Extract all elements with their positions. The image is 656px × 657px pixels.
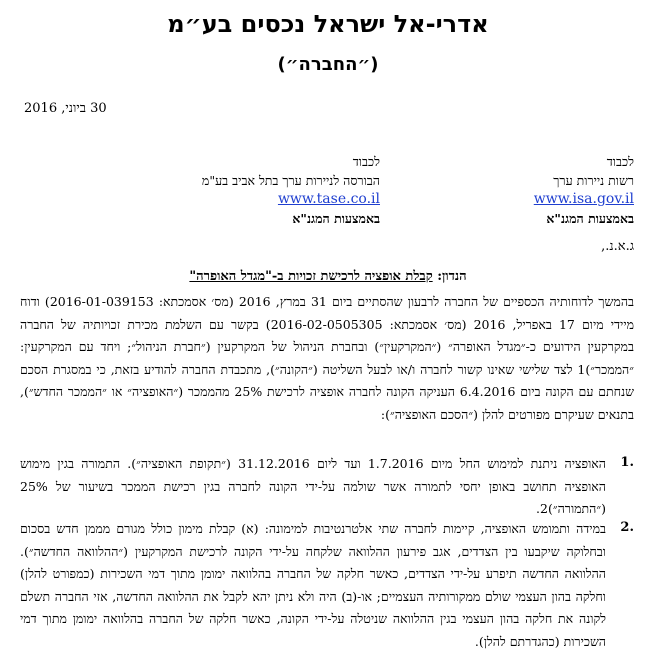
list-item: במידה ותמומש האופציה, קיימות לחברה שתי אלטרנטיבות למימונה: (א) קבלת מימון כולל מגורם מממן חדש בסכום ובחלוקה שיקבעו בין הצדדים, אגב פירעון ההלוואה שלקחה על-ידי הקונה לרכישת המקרקעין (״ההלוואה החדשה״). ההלוואה החדשה תיפרע על-ידי הצדדים, כאשר חלקה של החברה בהלוואה ימומן מתוך דמי השכירות (כמפורט להלן) וחלקה בהון העצמי שולם ממקורותיה העצמיים; או-(ב) היה ולא ניתן יהא לקבל את ההלוואה החדשה, אזי החברה תשלם לקונה את חלקה בהון העצמי בגין ההלוואה שניטלה על-ידי הקונה, כאשר חלקה של החברה בהלוואה ימומן מתוך דמי השכירות (כהגדרתם להלן). [20,521,606,649]
item-number: 1. [620,455,634,470]
company-alias-heading: (״החברה״) [277,54,379,75]
recipient-name: הבורסה לניירות ערך בתל אביב בע"מ [201,173,380,188]
recipient-isa [474,152,634,228]
recipient-name: רשות ניירות ערך [553,173,634,188]
recipient-tase [160,152,380,228]
intro-paragraph: בהמשך לדוחותיה הכספיים של החברה לרבעון שהסתיים ביום 31 במרץ, 2016 (מס׳ אסמכתא: 2016-01-039153) ודוח מיידי מיום 17 באפריל, 2016 (מס׳ אסמכתא: 2016-02-0505305) בקשר עם השלמת מכירת זכויותיה של החברה במקרקעין הידועים כ-״מגדל האופרה״ (״המקרקעין״) ובחברת הניהול של המקרקעין (״חברת הניהול״; ויחד עם המקרקעין: ״הממכר״)1 לצד שלישי שאינו קשור לחברה ו/או לבעל השליטה (״הקונה״), מתכבדת החברה להודיע בזאת, כי במסגרת הסכם שנחתם עם הקונה ביום 6.4.2016 העניקה הקונה לחברה אופציה לרכישת 25% מהממכר (״האופציה״ או ״הממכר החדש״), בתנאים שעיקרם מפורטים להלן (״הסכם האופציה״): [20,294,635,422]
recipient-website-link[interactable]: www.tase.co.il [277,191,380,207]
recipient-delivery-method: באמצעות המגנ"א [546,211,634,226]
list-item: האופציה ניתנת למימוש החל מיום 1.7.2016 ועד ליום 31.12.2016 (״תקופת האופציה״). התמורה בגין מימוש האופציה תחושב באופן יחסי לתמורה אשר שולמה על-ידי הקונה לחברה בגין רכישת הממכר בשיעור של 25% (״התמורה״)2. [20,456,606,516]
item-number: 2. [620,520,634,535]
subject-line [0,268,656,284]
letter-date: 30 ביוני, 2016 [24,101,107,116]
salutation: ג.א.נ., [601,239,634,254]
company-name-heading: אדרי-אל ישראל נכסים בע״מ [167,10,489,38]
recipient-website-link[interactable]: www.isa.gov.il [533,191,634,207]
subject-text: קבלת אופציה לרכישת זכויות ב-"מגדל האופרה" [189,269,433,284]
recipient-greeting: לכבוד [352,154,380,169]
recipient-delivery-method: באמצעות המגנ"א [292,211,380,226]
subject-prefix: הנדון: [437,269,467,284]
recipient-greeting: לכבוד [606,154,634,169]
